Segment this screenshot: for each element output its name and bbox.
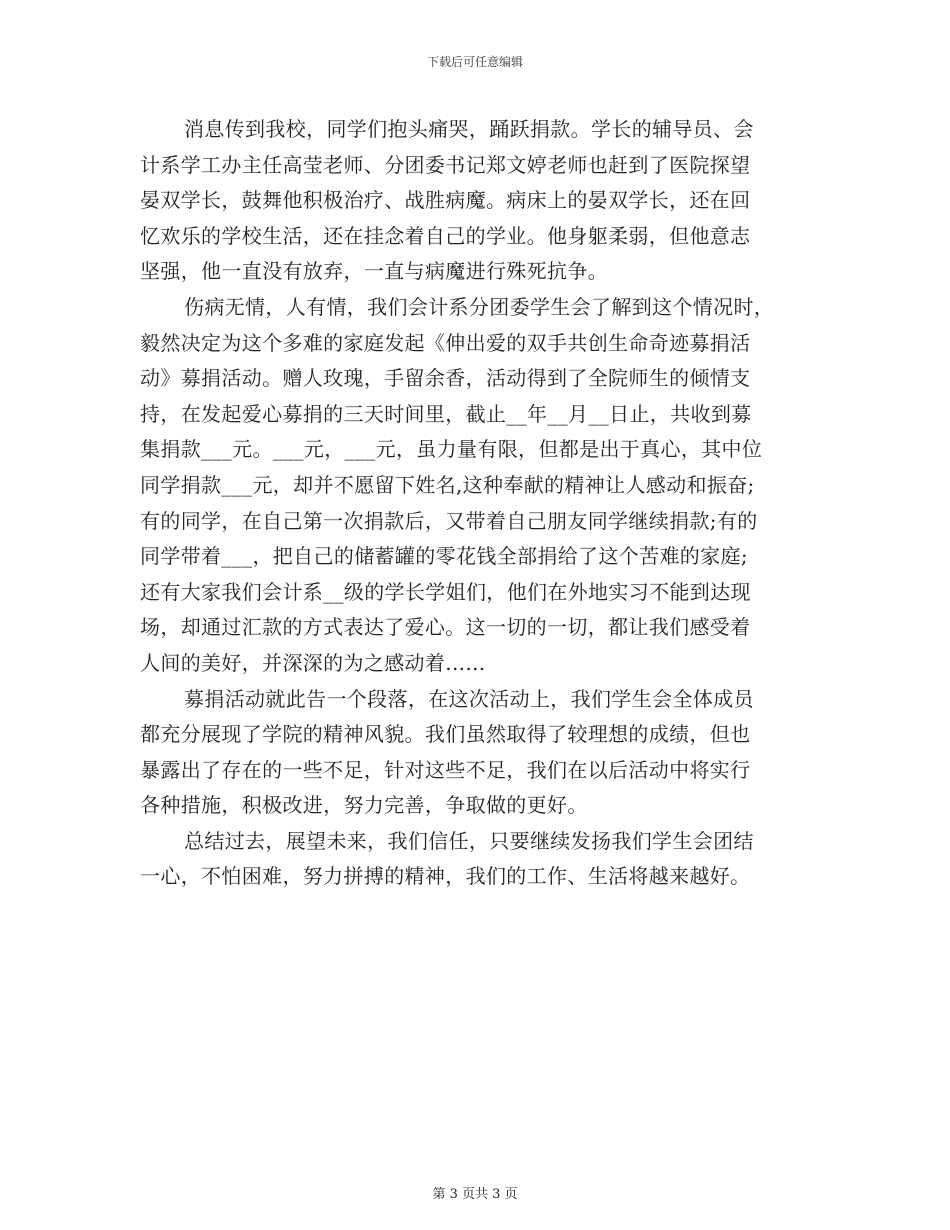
text-line: 一心，不怕困难，努力拼搏的精神，我们的工作、生活将越来越好。 bbox=[140, 864, 751, 889]
text-line: 各种措施，积极改进，努力完善，争取做的更好。 bbox=[140, 793, 588, 818]
text-line: 募捐活动就此告一个段落，在这次活动上，我们学生会全体成员 bbox=[184, 686, 754, 711]
document-body bbox=[140, 112, 812, 895]
text-line: 动》募捐活动。赠人玫瑰，手留余香，活动得到了全院师生的倾情支 bbox=[140, 366, 751, 391]
text-line: 持，在发起爱心募捐的三天时间里，截止__年__月__日止，共收到募 bbox=[140, 401, 752, 426]
text-line: 暴露出了存在的一些不足，针对这些不足，我们在以后活动中将实行 bbox=[140, 757, 751, 782]
text-line: 同学捐款___元，却并不愿留下姓名,这种奉献的精神让人感动和振奋; bbox=[140, 472, 755, 497]
text-line: 忆欢乐的学校生活，还在挂念着自己的学业。他身躯柔弱，但他意志 bbox=[140, 223, 751, 248]
text-line: 伤病无情，人有情，我们会计系分团委学生会了解到这个情况时， bbox=[184, 294, 775, 319]
paragraph bbox=[140, 112, 812, 290]
text-line: 人间的美好，并深深的为之感动着...... bbox=[140, 650, 486, 675]
text-line: 晏双学长，鼓舞他积极治疗、战胜病魔。病床上的晏双学长，还在回 bbox=[140, 188, 751, 213]
text-line: 消息传到我校，同学们抱头痛哭，踊跃捐款。学长的辅导员、会 bbox=[184, 117, 754, 141]
paragraph bbox=[140, 290, 812, 682]
paragraph bbox=[140, 824, 812, 895]
text-line: 集捐款___元。___元，___元，虽力量有限，但都是出于真心，其中位 bbox=[140, 437, 763, 462]
text-line: 还有大家我们会计系__级的学长学姐们，他们在外地实习不能到达现 bbox=[140, 579, 751, 604]
text-line: 坚强，他一直没有放弃，一直与病魔进行殊死抗争。 bbox=[140, 259, 609, 284]
text-line: 有的同学，在自己第一次捐款后，又带着自己朋友同学继续捐款;有的 bbox=[140, 508, 758, 533]
page-header: 下载后可任意编辑 bbox=[426, 55, 523, 69]
paragraph bbox=[140, 682, 812, 824]
text-line: 计系学工办主任高莹老师、分团委书记郑文婷老师也赶到了医院探望 bbox=[140, 152, 751, 177]
text-line: 同学带着___，把自己的储蓄罐的零花钱全部捐给了这个苦难的家庭; bbox=[140, 544, 748, 569]
text-line: 场，却通过汇款的方式表达了爱心。这一切的一切，都让我们感受着 bbox=[140, 615, 751, 640]
page-footer: 第 3 页共 3 页 bbox=[432, 1187, 518, 1202]
text-line: 都充分展现了学院的精神风貌。我们虽然取得了较理想的成绩，但也 bbox=[140, 722, 751, 747]
text-line: 总结过去，展望未来，我们信任，只要继续发扬我们学生会团结 bbox=[184, 828, 754, 853]
text-line: 毅然决定为这个多难的家庭发起《伸出爱的双手共创生命奇迹募捐活 bbox=[140, 330, 751, 355]
